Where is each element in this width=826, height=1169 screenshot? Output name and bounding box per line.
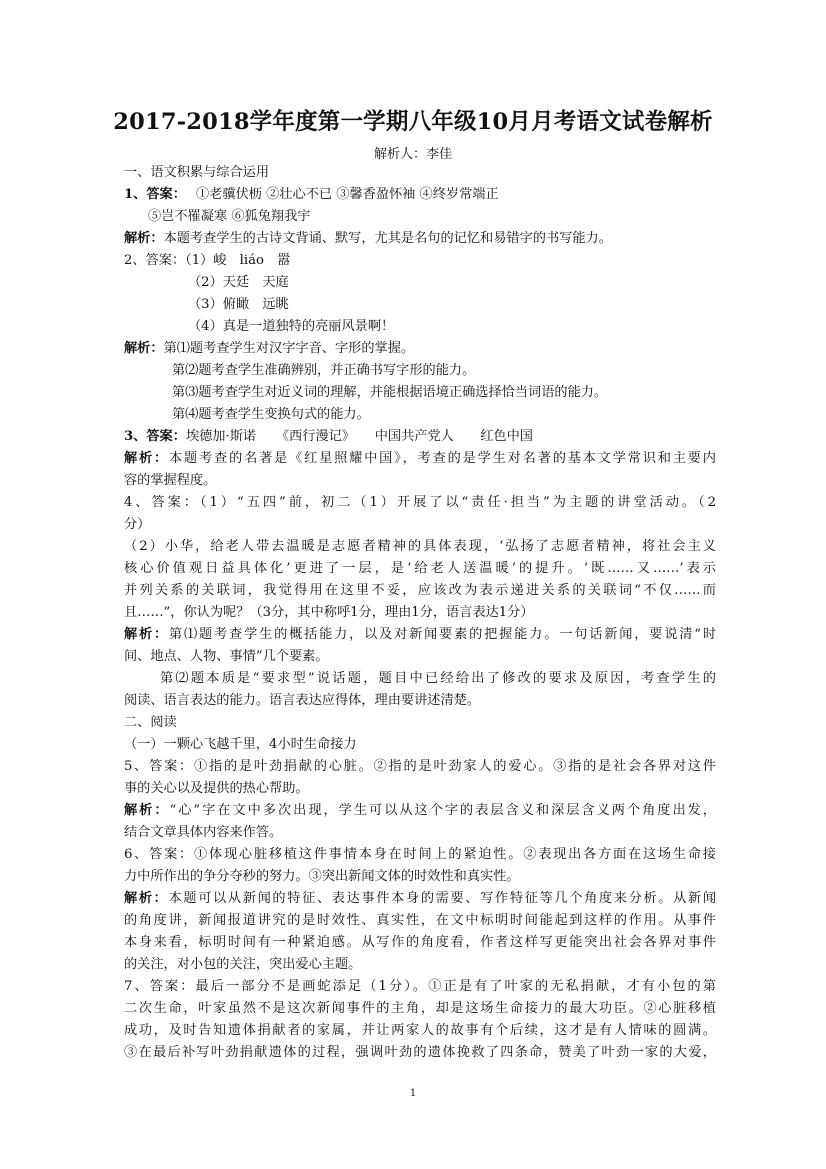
q7-answer-4: ③在最后补写叶劲捐献遗体的过程，强调叶劲的遗体挽救了四条命，赞美了叶劲一家的大爱， — [124, 1045, 716, 1060]
q6-answer-1: 6、答案：①体现心脏移植这件事情本身在时间上的紧迫性。②表现出各方面在这场生命接 — [124, 847, 716, 862]
q5-analysis-text-1: “心”字在文中多次出现，学生可以从这个字的表层含义和深层含义两个角度出发， — [169, 803, 716, 818]
q3-analysis-2: 容的掌握程度。 — [124, 473, 217, 488]
q2-analysis-4: 第⑷题考查学生变换句式的能力。 — [172, 407, 370, 422]
q2-analysis-2: 第⑵题考查学生准确辨别，并正确书写字形的能力。 — [172, 363, 476, 378]
document-body — [124, 162, 716, 1064]
q6-analysis-label: 解析： — [124, 891, 169, 906]
author-line: 解析人：李佳 — [373, 147, 452, 162]
section-heading-2: 二、阅读 — [124, 715, 177, 730]
q4-answer-5: 并列关系的关联词，我觉得用在这里不妥，应该改为表示递进关系的关联词“不仅……而 — [124, 583, 716, 598]
q7-answer-2: 二次生命，叶家虽然不是这次新闻事件的主角，却是这场生命接力的最大功臣。②心脏移植 — [124, 1001, 716, 1016]
q2-answer-3: （3）俯瞰 远眺 — [188, 297, 289, 312]
q5-analysis-1 — [124, 800, 716, 822]
q4-analysis-1 — [124, 624, 716, 646]
q6-analysis-2: 的角度讲，新闻报道讲究的是时效性、真实性，在文中标明时间能起到这样的作用。从事件 — [124, 913, 716, 928]
q4-analysis-3: 第⑵题本质是“要求型”说话题，题目中已经给出了修改的要求及原因，考查学生的 — [160, 671, 716, 686]
section-heading-1: 一、语文积累与综合运用 — [124, 165, 270, 180]
q2-answer-4: （4）真是一道独特的亮丽风景啊！ — [188, 319, 395, 334]
q2-answer-line-1 — [124, 250, 716, 272]
q4-analysis-2: 间、地点、人物、事情”几个要素。 — [124, 649, 329, 664]
q3-analysis-1 — [124, 448, 716, 470]
q1-analysis-label: 解析： — [124, 231, 164, 246]
passage-title-1: （一）一颗心飞越千里，4小时生命接力 — [124, 737, 357, 752]
q4-analysis-label: 解析： — [124, 627, 170, 642]
q6-analysis-4: 的关注，对小包的关注，突出爱心主题。 — [124, 957, 362, 972]
q2-analysis-3: 第⑶题考查学生对近义词的理解，并能根据语境正确选择恰当词语的能力。 — [172, 385, 608, 400]
q1-analysis-text: 本题考查学生的古诗文背诵、默写，尤其是名句的记忆和易错字的书写能力。 — [163, 231, 612, 246]
q3-analysis-text-1: 本题考查的名著是《红星照耀中国》，考查的是学生对名著的基本文学常识和主要内 — [169, 451, 716, 466]
q4-analysis-4: 阅读、语言表达的能力。语言表达应得体，理由要讲述清楚。 — [124, 693, 481, 708]
q2-analysis-1 — [124, 338, 716, 360]
q7-answer-3: 成功，及时告知遗体捐献者的家属，并让两家人的故事有个后续，这才是有人情味的圆满。 — [124, 1023, 716, 1038]
q1-answer-line-1 — [124, 184, 716, 206]
q4-analysis-text-1: 第⑴题考查学生的概括能力，以及对新闻要素的把握能力。一句话新闻，要说清“时 — [169, 627, 716, 642]
q5-analysis-2: 结合文章具体内容来作答。 — [124, 825, 283, 840]
q2-analysis-label: 解析： — [124, 341, 164, 356]
q4-answer-2: 分） — [124, 517, 151, 532]
q6-analysis-3: 本身来看，标明时间有一种紧迫感。从写作的角度看，作者这样写更能突出社会各界对事件 — [124, 935, 716, 950]
q5-answer-1: 5、答案：①指的是叶劲捐献的心脏。②指的是叶劲家人的爱心。③指的是社会各界对这件 — [124, 759, 716, 774]
q1-answer-label: 1、答案： — [124, 187, 186, 202]
q3-answer-label: 3、答案： — [124, 429, 186, 444]
q4-answer-4: 核心价值观日益具体化’更进了一层，是‘给老人送温暖’的提升。‘既……又……’表示 — [124, 561, 716, 576]
q4-answer-6: 且……”，你认为呢？（3分，其中称呼1分，理由1分，语言表达1分） — [124, 605, 534, 620]
q2-analysis-text-1: 第⑴题考查学生对汉字字音、字形的掌握。 — [163, 341, 415, 356]
q5-answer-2: 事的关心以及提供的热心帮助。 — [124, 781, 309, 796]
q3-answer-text: 埃德加·斯诺 《西行漫记》 中国共产党人 红色中国 — [185, 429, 533, 444]
q4-answer-3: （2）小华，给老人带去温暖是志愿者精神的具体表现，‘弘扬了志愿者精神，将社会主义 — [124, 539, 716, 554]
q2-answer-1: （1）峻 liáo 嚣 — [185, 253, 291, 268]
document-title: 2017-2018学年度第一学期八年级10月月考语文试卷解析 — [113, 109, 713, 135]
q2-answer-label: 2、答案： — [124, 253, 186, 268]
q6-answer-2: 力中所作出的争分夺秒的努力。③突出新闻文体的时效性和真实性。 — [124, 869, 520, 884]
q5-analysis-label: 解析： — [124, 803, 170, 818]
q6-analysis-text-1: 本题可以从新闻的特征、表达事件本身的需要、写作特征等几个角度来分析。从新闻 — [168, 891, 716, 906]
q7-answer-1: 7、答案：最后一部分不是画蛇添足（1分）。①正是有了叶家的无私捐献，才有小包的第 — [124, 979, 716, 994]
q4-answer-1: 4、答案：（1）“五四”前，初二（1）开展了以“责任·担当”为主题的讲堂活动。（2 — [124, 495, 716, 510]
q3-analysis-label: 解析： — [124, 451, 170, 466]
page-number: 1 — [409, 1088, 417, 1099]
q1-analysis — [124, 228, 716, 250]
q6-analysis-1 — [124, 888, 716, 910]
q3-answer — [124, 426, 716, 448]
q2-answer-2: （2）天廷 天庭 — [188, 275, 289, 290]
q1-answer-line-2: ⑤岂不罹凝寒 ⑥狐兔翔我宇 — [148, 209, 311, 224]
q1-answer-text-1: ①老骥伏枥 ②壮心不已 ③馨香盈怀袖 ④终岁常端正 — [195, 187, 499, 202]
